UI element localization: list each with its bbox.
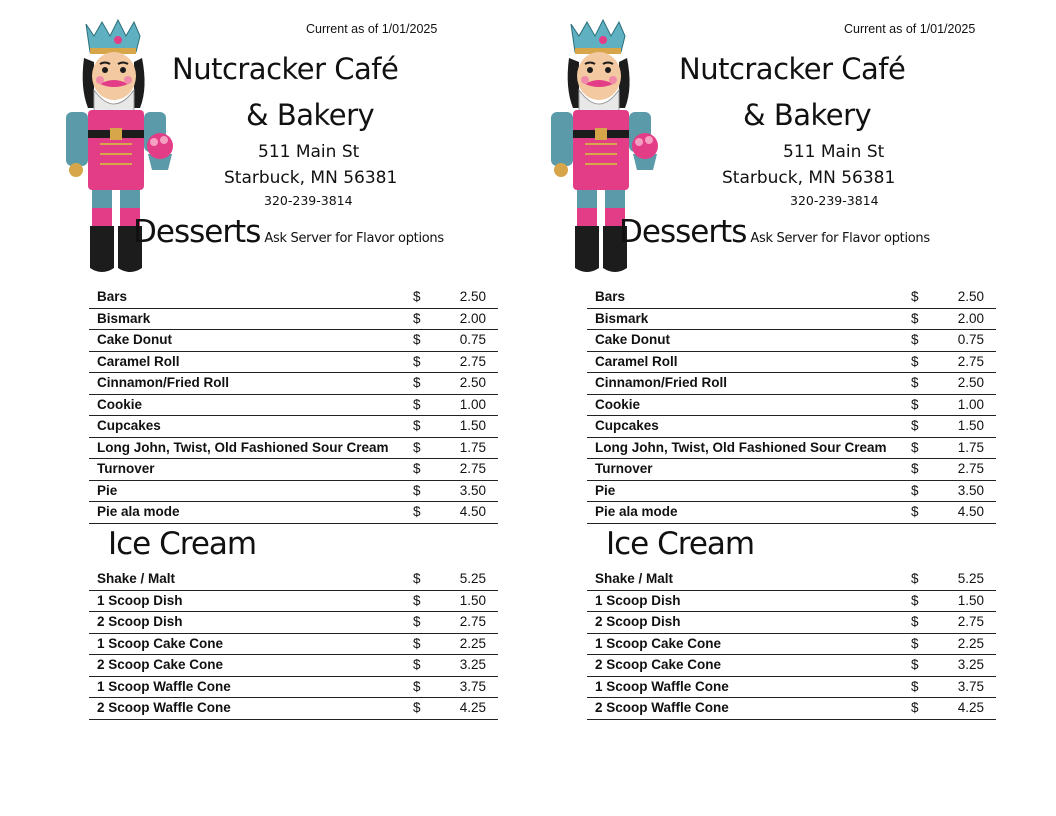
address-street: 511 Main St	[783, 142, 885, 162]
menu-item-currency: $	[911, 418, 919, 433]
menu-item-name: Pie ala mode	[97, 504, 180, 519]
cafe-name-sub: & Bakery	[743, 98, 872, 132]
menu-item-name: Pie	[97, 482, 118, 498]
menu-item-currency: $	[413, 439, 421, 455]
menu-item-name: 1 Scoop Waffle Cone	[595, 678, 729, 694]
menu-item-name: Cake Donut	[97, 332, 173, 347]
menu-item-currency: $	[911, 482, 919, 498]
menu-item-price: 4.50	[957, 504, 984, 519]
menu-item-price: 3.50	[957, 482, 984, 498]
menu-item-row	[587, 481, 996, 503]
menu-item-currency: $	[413, 396, 421, 412]
ice-cream-title: Ice Cream	[108, 526, 257, 562]
menu-item-price: 3.75	[957, 678, 984, 694]
menu-item-name: Cupcakes	[595, 418, 659, 433]
menu-item-name: 2 Scoop Cake Cone	[595, 657, 722, 672]
menu-item-currency: $	[911, 635, 919, 651]
menu-item-name: Cupcakes	[97, 418, 161, 433]
menu-item-price: 1.50	[459, 418, 486, 433]
menu-item-name: Cinnamon/Fried Roll	[595, 375, 728, 390]
menu-item-row	[587, 459, 996, 481]
menu-item-price: 2.75	[459, 614, 486, 629]
menu-item-name: 1 Scoop Cake Cone	[97, 635, 224, 651]
desserts-note: Ask Server for Flavor options	[750, 231, 930, 246]
menu-item-name: 1 Scoop Dish	[97, 592, 183, 608]
menu-item-name: 1 Scoop Cake Cone	[595, 635, 722, 651]
menu-item-name: Turnover	[595, 461, 653, 476]
menu-item-row	[89, 459, 498, 481]
menu-item-row	[587, 330, 996, 352]
menu-item-name: 2 Scoop Dish	[595, 614, 681, 629]
menu-item-price: 0.75	[957, 332, 984, 347]
menu-item-row	[587, 287, 996, 309]
menu-item-row	[587, 352, 996, 374]
menu-item-price: 1.75	[957, 439, 984, 455]
menu-item-price: 2.25	[957, 635, 984, 651]
menu-item-row	[587, 677, 996, 699]
menu-item-row	[587, 502, 996, 524]
menu-item-name: Bismark	[97, 310, 151, 326]
menu-item-currency: $	[911, 700, 919, 715]
menu-item-row	[89, 438, 498, 460]
current-as-of: Current as of 1/01/2025	[844, 22, 976, 36]
ice-cream-table	[89, 569, 498, 720]
menu-item-row	[587, 698, 996, 720]
desserts-title: Desserts	[133, 214, 261, 250]
menu-item-row	[89, 677, 498, 699]
menu-item-row	[89, 287, 498, 309]
menu-item-currency: $	[911, 332, 919, 347]
menu-item-price: 2.75	[957, 353, 984, 369]
menu-item-currency: $	[413, 353, 421, 369]
menu-item-currency: $	[911, 375, 919, 390]
menu-item-name: Bars	[595, 289, 626, 304]
menu-item-row	[587, 591, 996, 613]
menu-item-price: 3.25	[957, 657, 984, 672]
menu-item-name: Turnover	[97, 461, 155, 476]
current-as-of: Current as of 1/01/2025	[306, 22, 438, 36]
menu-item-price: 2.50	[459, 375, 486, 390]
menu-item-price: 2.50	[957, 289, 984, 304]
menu-item-row	[89, 569, 498, 591]
menu-item-name: Pie	[595, 482, 616, 498]
menu-item-price: 3.50	[459, 482, 486, 498]
menu-item-currency: $	[413, 289, 421, 304]
address-city: Starbuck, MN 56381	[224, 168, 398, 188]
cafe-name: Nutcracker Café	[172, 52, 399, 86]
menu-item-row	[89, 591, 498, 613]
menu-item-row	[89, 481, 498, 503]
ice-cream-table	[587, 569, 996, 720]
menu-item-price: 4.25	[459, 700, 486, 715]
menu-item-price: 2.75	[957, 461, 984, 476]
menu-item-name: Cookie	[595, 396, 641, 412]
menu-item-price: 1.00	[957, 396, 984, 412]
menu-item-row	[89, 698, 498, 720]
menu-item-currency: $	[911, 396, 919, 412]
menu-item-row	[89, 352, 498, 374]
menu-item-name: Shake / Malt	[595, 571, 674, 586]
menu-item-row	[587, 569, 996, 591]
menu-item-price: 2.50	[957, 375, 984, 390]
menu-item-row	[587, 612, 996, 634]
phone-number: 320-239-3814	[264, 193, 353, 208]
menu-item-currency: $	[413, 614, 421, 629]
menu-item-currency: $	[413, 375, 421, 390]
menu-item-name: Bars	[97, 289, 128, 304]
menu-panel-right	[500, 0, 1028, 816]
menu-item-name: 1 Scoop Dish	[595, 592, 681, 608]
menu-item-price: 1.00	[459, 396, 486, 412]
menu-item-price: 1.50	[459, 592, 486, 608]
menu-item-price: 1.75	[459, 439, 486, 455]
menu-item-row	[89, 373, 498, 395]
menu-item-currency: $	[413, 678, 421, 694]
menu-item-name: Caramel Roll	[97, 353, 180, 369]
menu-item-name: 1 Scoop Waffle Cone	[97, 678, 231, 694]
menu-item-currency: $	[911, 310, 919, 326]
menu-item-name: Long John, Twist, Old Fashioned Sour Cream	[595, 439, 887, 455]
menu-item-row	[89, 502, 498, 524]
menu-item-row	[587, 395, 996, 417]
menu-item-price: 0.75	[459, 332, 486, 347]
menu-item-currency: $	[911, 353, 919, 369]
menu-item-currency: $	[413, 592, 421, 608]
menu-item-name: Shake / Malt	[97, 571, 176, 586]
menu-item-price: 1.50	[957, 418, 984, 433]
ice-cream-title: Ice Cream	[606, 526, 755, 562]
menu-item-row	[89, 655, 498, 677]
menu-item-row	[587, 438, 996, 460]
menu-item-currency: $	[911, 571, 919, 586]
menu-item-currency: $	[413, 504, 421, 519]
desserts-title: Desserts	[619, 214, 747, 250]
menu-item-price: 3.25	[459, 657, 486, 672]
address-city: Starbuck, MN 56381	[722, 168, 896, 188]
phone-number: 320-239-3814	[790, 193, 879, 208]
menu-item-currency: $	[911, 614, 919, 629]
menu-item-name: 2 Scoop Waffle Cone	[97, 700, 231, 715]
menu-item-row	[89, 634, 498, 656]
menu-item-price: 4.25	[957, 700, 984, 715]
desserts-table	[587, 287, 996, 524]
ice-cream-heading	[108, 526, 256, 562]
menu-item-currency: $	[413, 657, 421, 672]
menu-item-price: 2.00	[957, 310, 984, 326]
menu-item-row	[587, 416, 996, 438]
menu-item-price: 2.00	[459, 310, 486, 326]
desserts-note: Ask Server for Flavor options	[264, 231, 444, 246]
menu-item-row	[89, 416, 498, 438]
menu-item-name: 2 Scoop Dish	[97, 614, 183, 629]
menu-item-price: 3.75	[459, 678, 486, 694]
menu-item-currency: $	[413, 700, 421, 715]
menu-item-row	[587, 634, 996, 656]
menu-item-currency: $	[413, 418, 421, 433]
menu-item-price: 2.75	[957, 614, 984, 629]
menu-item-row	[587, 309, 996, 331]
menu-item-currency: $	[413, 332, 421, 347]
menu-item-name: Cinnamon/Fried Roll	[97, 375, 230, 390]
menu-item-row	[587, 373, 996, 395]
desserts-table	[89, 287, 498, 524]
menu-item-price: 2.75	[459, 461, 486, 476]
menu-item-name: 2 Scoop Cake Cone	[97, 657, 224, 672]
menu-item-price: 2.75	[459, 353, 486, 369]
menu-item-price: 2.50	[459, 289, 486, 304]
menu-item-name: Cookie	[97, 396, 143, 412]
menu-item-name: Bismark	[595, 310, 649, 326]
menu-item-currency: $	[413, 571, 421, 586]
menu-item-currency: $	[413, 635, 421, 651]
ice-cream-heading	[606, 526, 754, 562]
menu-item-price: 4.50	[459, 504, 486, 519]
address-street: 511 Main St	[258, 142, 360, 162]
menu-item-price: 5.25	[957, 571, 984, 586]
menu-item-currency: $	[911, 657, 919, 672]
menu-item-currency: $	[413, 461, 421, 476]
menu-item-currency: $	[413, 482, 421, 498]
menu-item-row	[89, 612, 498, 634]
menu-item-row	[89, 309, 498, 331]
menu-item-name: Caramel Roll	[595, 353, 678, 369]
menu-item-price: 1.50	[957, 592, 984, 608]
menu-item-name: Long John, Twist, Old Fashioned Sour Cream	[97, 439, 389, 455]
menu-item-name: Pie ala mode	[595, 504, 678, 519]
menu-item-currency: $	[911, 289, 919, 304]
menu-item-currency: $	[911, 592, 919, 608]
menu-item-row	[587, 655, 996, 677]
menu-item-currency: $	[911, 439, 919, 455]
desserts-heading	[133, 214, 444, 250]
menu-item-currency: $	[911, 461, 919, 476]
menu-item-currency: $	[911, 678, 919, 694]
cafe-name: Nutcracker Café	[679, 52, 906, 86]
menu-item-currency: $	[413, 310, 421, 326]
menu-item-name: 2 Scoop Waffle Cone	[595, 700, 729, 715]
cafe-name-sub: & Bakery	[246, 98, 375, 132]
menu-item-price: 2.25	[459, 635, 486, 651]
menu-item-row	[89, 395, 498, 417]
menu-item-name: Cake Donut	[595, 332, 671, 347]
menu-item-row	[89, 330, 498, 352]
menu-item-price: 5.25	[459, 571, 486, 586]
desserts-heading	[619, 214, 930, 250]
menu-item-currency: $	[911, 504, 919, 519]
